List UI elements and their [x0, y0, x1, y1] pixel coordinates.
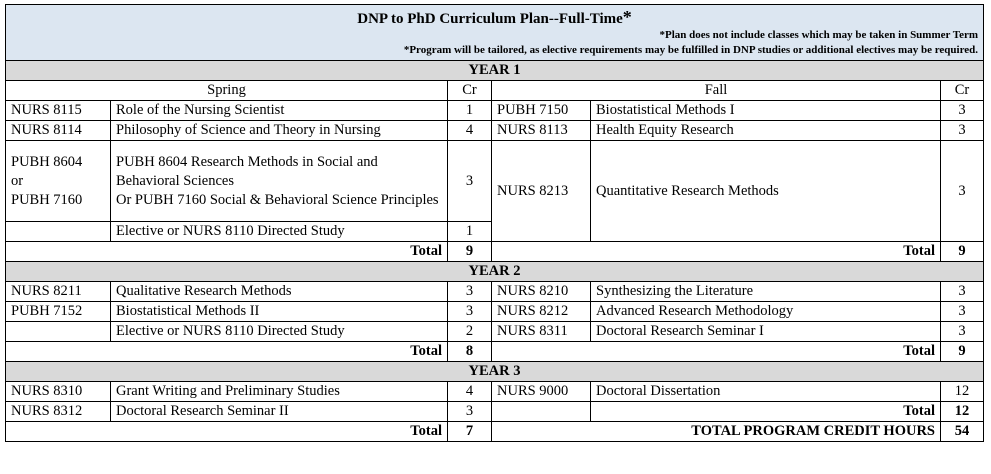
credits: 3 [448, 141, 492, 222]
total-value: 9 [941, 342, 984, 362]
credits: 3 [448, 402, 492, 422]
credits: 3 [941, 282, 984, 302]
course-code: NURS 8311 [492, 322, 591, 342]
year-2-heading: YEAR 2 [6, 262, 984, 282]
total-value: 8 [448, 342, 492, 362]
course-title: Elective or NURS 8110 Directed Study [111, 222, 448, 242]
table-row [6, 302, 984, 322]
course-title: Elective or NURS 8110 Directed Study [111, 322, 448, 342]
course-title: Quantitative Research Methods [591, 141, 941, 242]
total-value: 12 [941, 402, 984, 422]
year-3-heading: YEAR 3 [6, 362, 984, 382]
total-label: Total [492, 242, 941, 262]
credits: 3 [448, 282, 492, 302]
total-value: 7 [448, 422, 492, 442]
total-label: Total [6, 422, 448, 442]
credits: 3 [941, 121, 984, 141]
total-label: Total [6, 242, 448, 262]
table-row [6, 382, 984, 402]
course-code: NURS 8113 [492, 121, 591, 141]
course-title: Advanced Research Methodology [591, 302, 941, 322]
note-summer: *Plan does not include classes which may be taken in Summer Term [659, 29, 979, 41]
course-code [6, 322, 111, 342]
empty-cell [492, 402, 591, 422]
total-row [6, 342, 984, 362]
table-row [6, 101, 984, 121]
total-row [6, 422, 984, 442]
credits: 3 [941, 141, 984, 242]
fall-header: Fall [492, 81, 941, 101]
course-code: NURS 8212 [492, 302, 591, 322]
course-code: NURS 9000 [492, 382, 591, 402]
course-code: NURS 8114 [6, 121, 111, 141]
course-code: PUBH 8604 or PUBH 7160 [6, 141, 111, 222]
table-row [6, 282, 984, 302]
course-title: Grant Writing and Preliminary Studies [111, 382, 448, 402]
curriculum-table [5, 4, 984, 442]
table-row [6, 322, 984, 342]
column-header-row [6, 81, 984, 101]
spring-header: Spring [6, 81, 448, 101]
year-1-heading: YEAR 1 [6, 61, 984, 81]
cr-header: Cr [941, 81, 984, 101]
note-tailored: *Program will be tailored, as elective requirements may be fulfilled in DNP studies or additional electives may be required. [403, 44, 979, 56]
total-value: 9 [941, 242, 984, 262]
course-title: Doctoral Dissertation [591, 382, 941, 402]
total-label: Total [492, 342, 941, 362]
course-title: Doctoral Research Seminar I [591, 322, 941, 342]
course-title: PUBH 8604 Research Methods in Social and Behavioral Sciences Or PUBH 7160 Social & Behavioral Science Principles [111, 141, 448, 222]
credits: 4 [448, 382, 492, 402]
course-title: Philosophy of Science and Theory in Nursing [111, 121, 448, 141]
table-row [6, 402, 984, 422]
credits: 3 [448, 302, 492, 322]
credits: 3 [941, 101, 984, 121]
total-row [6, 242, 984, 262]
credits: 3 [941, 302, 984, 322]
credits: 1 [448, 222, 492, 242]
credits: 3 [941, 322, 984, 342]
credits: 1 [448, 101, 492, 121]
header-row [6, 5, 984, 61]
course-title: Qualitative Research Methods [111, 282, 448, 302]
course-code: NURS 8210 [492, 282, 591, 302]
course-code: NURS 8310 [6, 382, 111, 402]
credits: 2 [448, 322, 492, 342]
total-label: Total [6, 342, 448, 362]
program-total-value: 54 [941, 422, 984, 442]
course-code: PUBH 7152 [6, 302, 111, 322]
course-title: Health Equity Research [591, 121, 941, 141]
course-code: NURS 8213 [492, 141, 591, 242]
program-total-label: TOTAL PROGRAM CREDIT HOURS [492, 422, 941, 442]
table-row [6, 121, 984, 141]
table-row [6, 141, 984, 222]
course-title: Doctoral Research Seminar II [111, 402, 448, 422]
course-title: Biostatistical Methods II [111, 302, 448, 322]
course-title: Role of the Nursing Scientist [111, 101, 448, 121]
course-code: NURS 8115 [6, 101, 111, 121]
credits: 12 [941, 382, 984, 402]
course-title: Synthesizing the Literature [591, 282, 941, 302]
page-title: DNP to PhD Curriculum Plan--Full-Time* [357, 7, 632, 27]
total-value: 9 [448, 242, 492, 262]
cr-header: Cr [448, 81, 492, 101]
credits: 4 [448, 121, 492, 141]
total-label: Total [591, 402, 941, 422]
course-code [6, 222, 111, 242]
course-code: NURS 8312 [6, 402, 111, 422]
course-code: PUBH 7150 [492, 101, 591, 121]
course-title: Biostatistical Methods I [591, 101, 941, 121]
course-code: NURS 8211 [6, 282, 111, 302]
